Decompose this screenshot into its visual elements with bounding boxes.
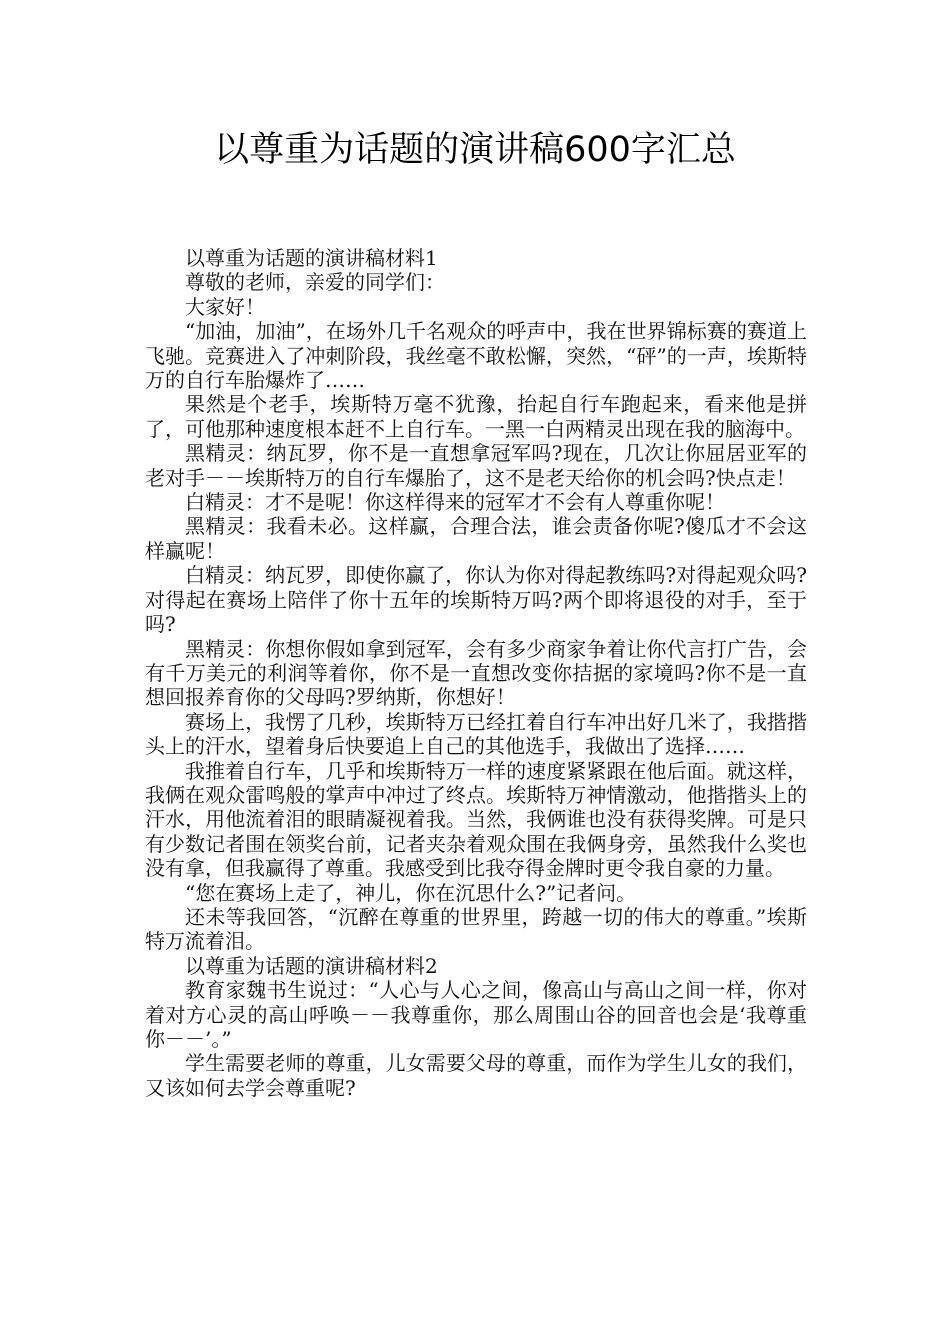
document-body (145, 246, 807, 1100)
paragraph: “您在赛场上走了，神儿，你在沉思什么?”记者问。 (185, 880, 637, 905)
paragraph: “加油，加油”，在场外几千名观众的呼声中，我在世界锦标赛的赛道上飞驰。竞赛进入了冲刺阶段，我丝毫不敢松懈，突然，“砰”的一声，埃斯特万的自行车胎爆炸了…… (145, 319, 807, 393)
paragraph: 教育家魏书生说过：“人心与人心之间，像高山与高山之间一样，你对着对方心灵的高山呼唤－－我尊重你，那么周围山谷的回音也会是‘我尊重你－－’。” (145, 978, 807, 1051)
paragraph: 白精灵：纳瓦罗，即使你赢了，你认为你对得起教练吗?对得起观众吗?对得起在赛场上陪伴了你十五年的埃斯特万吗?两个即将退役的对手，至于吗? (145, 563, 807, 637)
section-heading-1: 以尊重为话题的演讲稿材料1 (185, 246, 438, 270)
section-heading-2: 以尊重为话题的演讲稿材料2 (185, 953, 438, 978)
paragraph: 白精灵：才不是呢！你这样得来的冠军才不会有人尊重你呢！ (185, 490, 725, 515)
paragraph: 学生需要老师的尊重，儿女需要父母的尊重，而作为学生儿女的我们，又该如何去学会尊重呢? (145, 1051, 807, 1100)
paragraph: 还未等我回答，“沉醉在尊重的世界里，跨越一切的伟大的尊重。”埃斯特万流着泪。 (145, 904, 807, 954)
paragraph: 赛场上，我愣了几秒，埃斯特万已经扛着自行车冲出好几米了，我揩揩头上的汗水，望着身后快要追上自己的其他选手，我做出了选择…… (145, 709, 807, 759)
salutation: 尊敬的老师，亲爱的同学们： (185, 270, 445, 295)
paragraph: 黑精灵：纳瓦罗，你不是一直想拿冠军吗?现在，几次让你屈居亚军的老对手－－埃斯特万的自行车爆胎了，这不是老天给你的机会吗?快点走！ (145, 441, 807, 490)
greeting: 大家好！ (185, 294, 265, 319)
paragraph: 果然是个老手，埃斯特万毫不犹豫，抬起自行车跑起来，看来他是拼了，可他那种速度根本赶不上自行车。一黑一白两精灵出现在我的脑海中。 (145, 392, 807, 441)
document-title: 以尊重为话题的演讲稿600字汇总 (214, 130, 736, 170)
paragraph: 黑精灵：我看未必。这样赢，合理合法，谁会责备你呢?傻瓜才不会这样赢呢！ (145, 514, 807, 563)
paragraph: 我推着自行车，几乎和埃斯特万一样的速度紧紧跟在他后面。就这样，我俩在观众雷鸣般的掌声中冲过了终点。埃斯特万神情激动，他揩揩头上的汗水，用他流着泪的眼睛凝视着我。当然，我俩谁也没有获得奖牌。可是只有少数记者围在领奖台前，记者夹杂着观众围在我俩身旁，虽然我什么奖也没有拿，但我赢得了尊重。我感受到比我夺得金牌时更令我自豪的力量。 (145, 758, 807, 881)
paragraph: 黑精灵：你想你假如拿到冠军，会有多少商家争着让你代言打广告，会有千万美元的利润等着你，你不是一直想改变你拮据的家境吗?你不是一直想回报养育你的父母吗?罗纳斯，你想好！ (145, 636, 807, 710)
